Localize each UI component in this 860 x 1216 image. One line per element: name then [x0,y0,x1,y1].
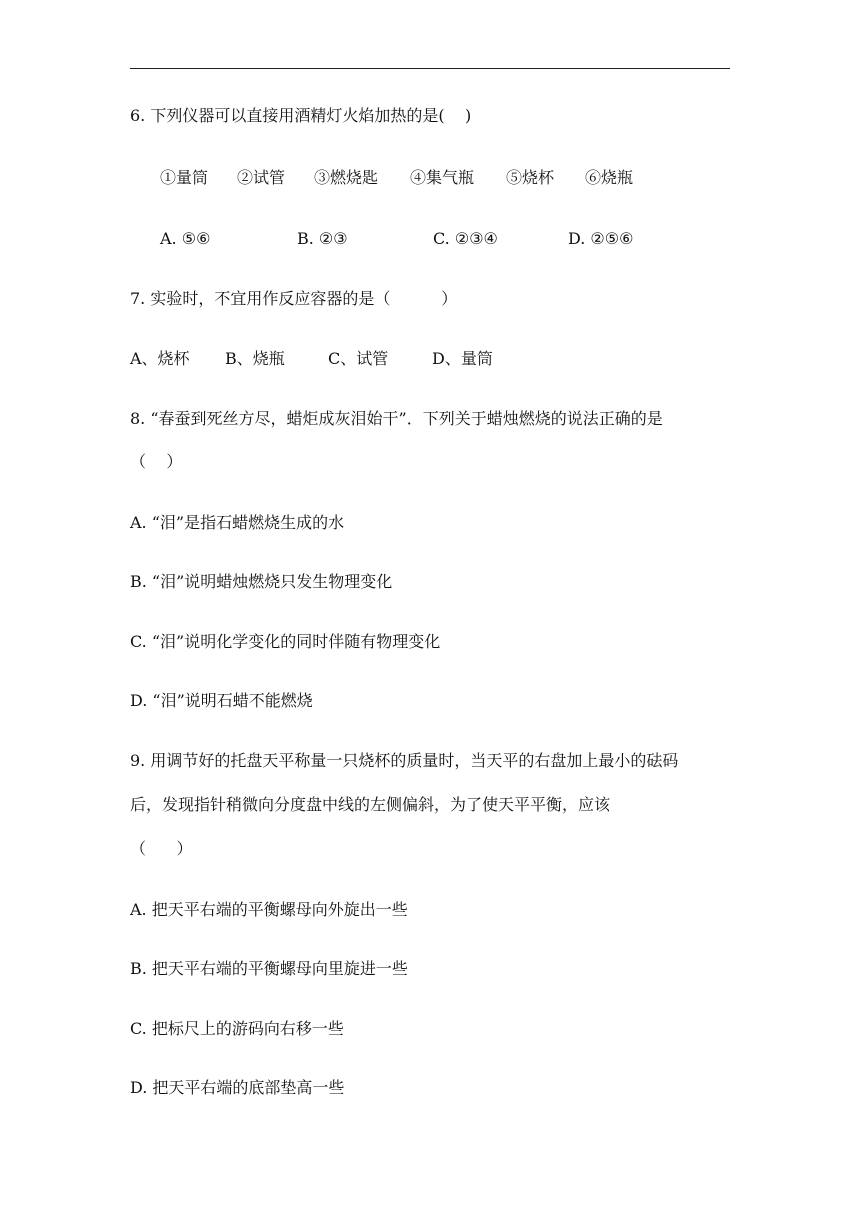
q8-stem-line1: 8. “春蚕到死丝方尽，蜡炬成灰泪始干”．下列关于蜡烛燃烧的说法正确的是 [130,409,663,428]
q6-option-c: C. ②③④ [433,229,498,248]
q8-option-c: C. “泪”说明化学变化的同时伴随有物理变化 [130,632,441,651]
q7-option-a: A、烧杯 [130,349,190,368]
q7-option-b: B、烧瓶 [225,349,285,368]
q9-option-d: D. 把天平右端的底部垫高一些 [130,1078,345,1097]
q9-stem-line3: （ ） [130,839,193,858]
q6-stem: 6. 下列仪器可以直接用酒精灯火焰加热的是( ) [130,106,472,125]
q6-option-b: B. ②③ [297,229,348,248]
q9-stem-line1: 9. 用调节好的托盘天平称量一只烧杯的质量时，当天平的右盘加上最小的砝码 [130,751,679,770]
q7-option-c: C、试管 [328,349,389,368]
q9-option-a: A. 把天平右端的平衡螺母向外旋出一些 [130,900,408,919]
q6-item-3: ③燃烧匙 [314,168,379,187]
q6-option-d: D. ②⑤⑥ [568,229,634,248]
q6-item-2: ②试管 [237,168,286,187]
q8-option-a: A. “泪”是指石蜡燃烧生成的水 [130,513,345,532]
q6-item-5: ⑤烧杯 [506,168,555,187]
header-rule [130,68,730,69]
q7-option-d: D、量筒 [432,349,493,368]
q8-stem-line2: （ ） [130,452,183,471]
q8-option-d: D. “泪”说明石蜡不能燃烧 [130,691,313,710]
q8-option-b: B. “泪”说明蜡烛燃烧只发生物理变化 [130,572,393,591]
q6-option-a: A. ⑤⑥ [160,229,211,248]
q6-item-6: ⑥烧瓶 [585,168,634,187]
q9-option-c: C. 把标尺上的游码向右移一些 [130,1019,344,1038]
q9-stem-line2: 后，发现指针稍微向分度盘中线的左侧偏斜，为了使天平平衡，应该 [130,795,611,814]
q9-option-b: B. 把天平右端的平衡螺母向里旋进一些 [130,959,408,978]
q6-item-4: ④集气瓶 [410,168,475,187]
q6-item-1: ①量筒 [160,168,209,187]
q7-stem: 7. 实验时，不宜用作反应容器的是（ ） [130,289,458,308]
